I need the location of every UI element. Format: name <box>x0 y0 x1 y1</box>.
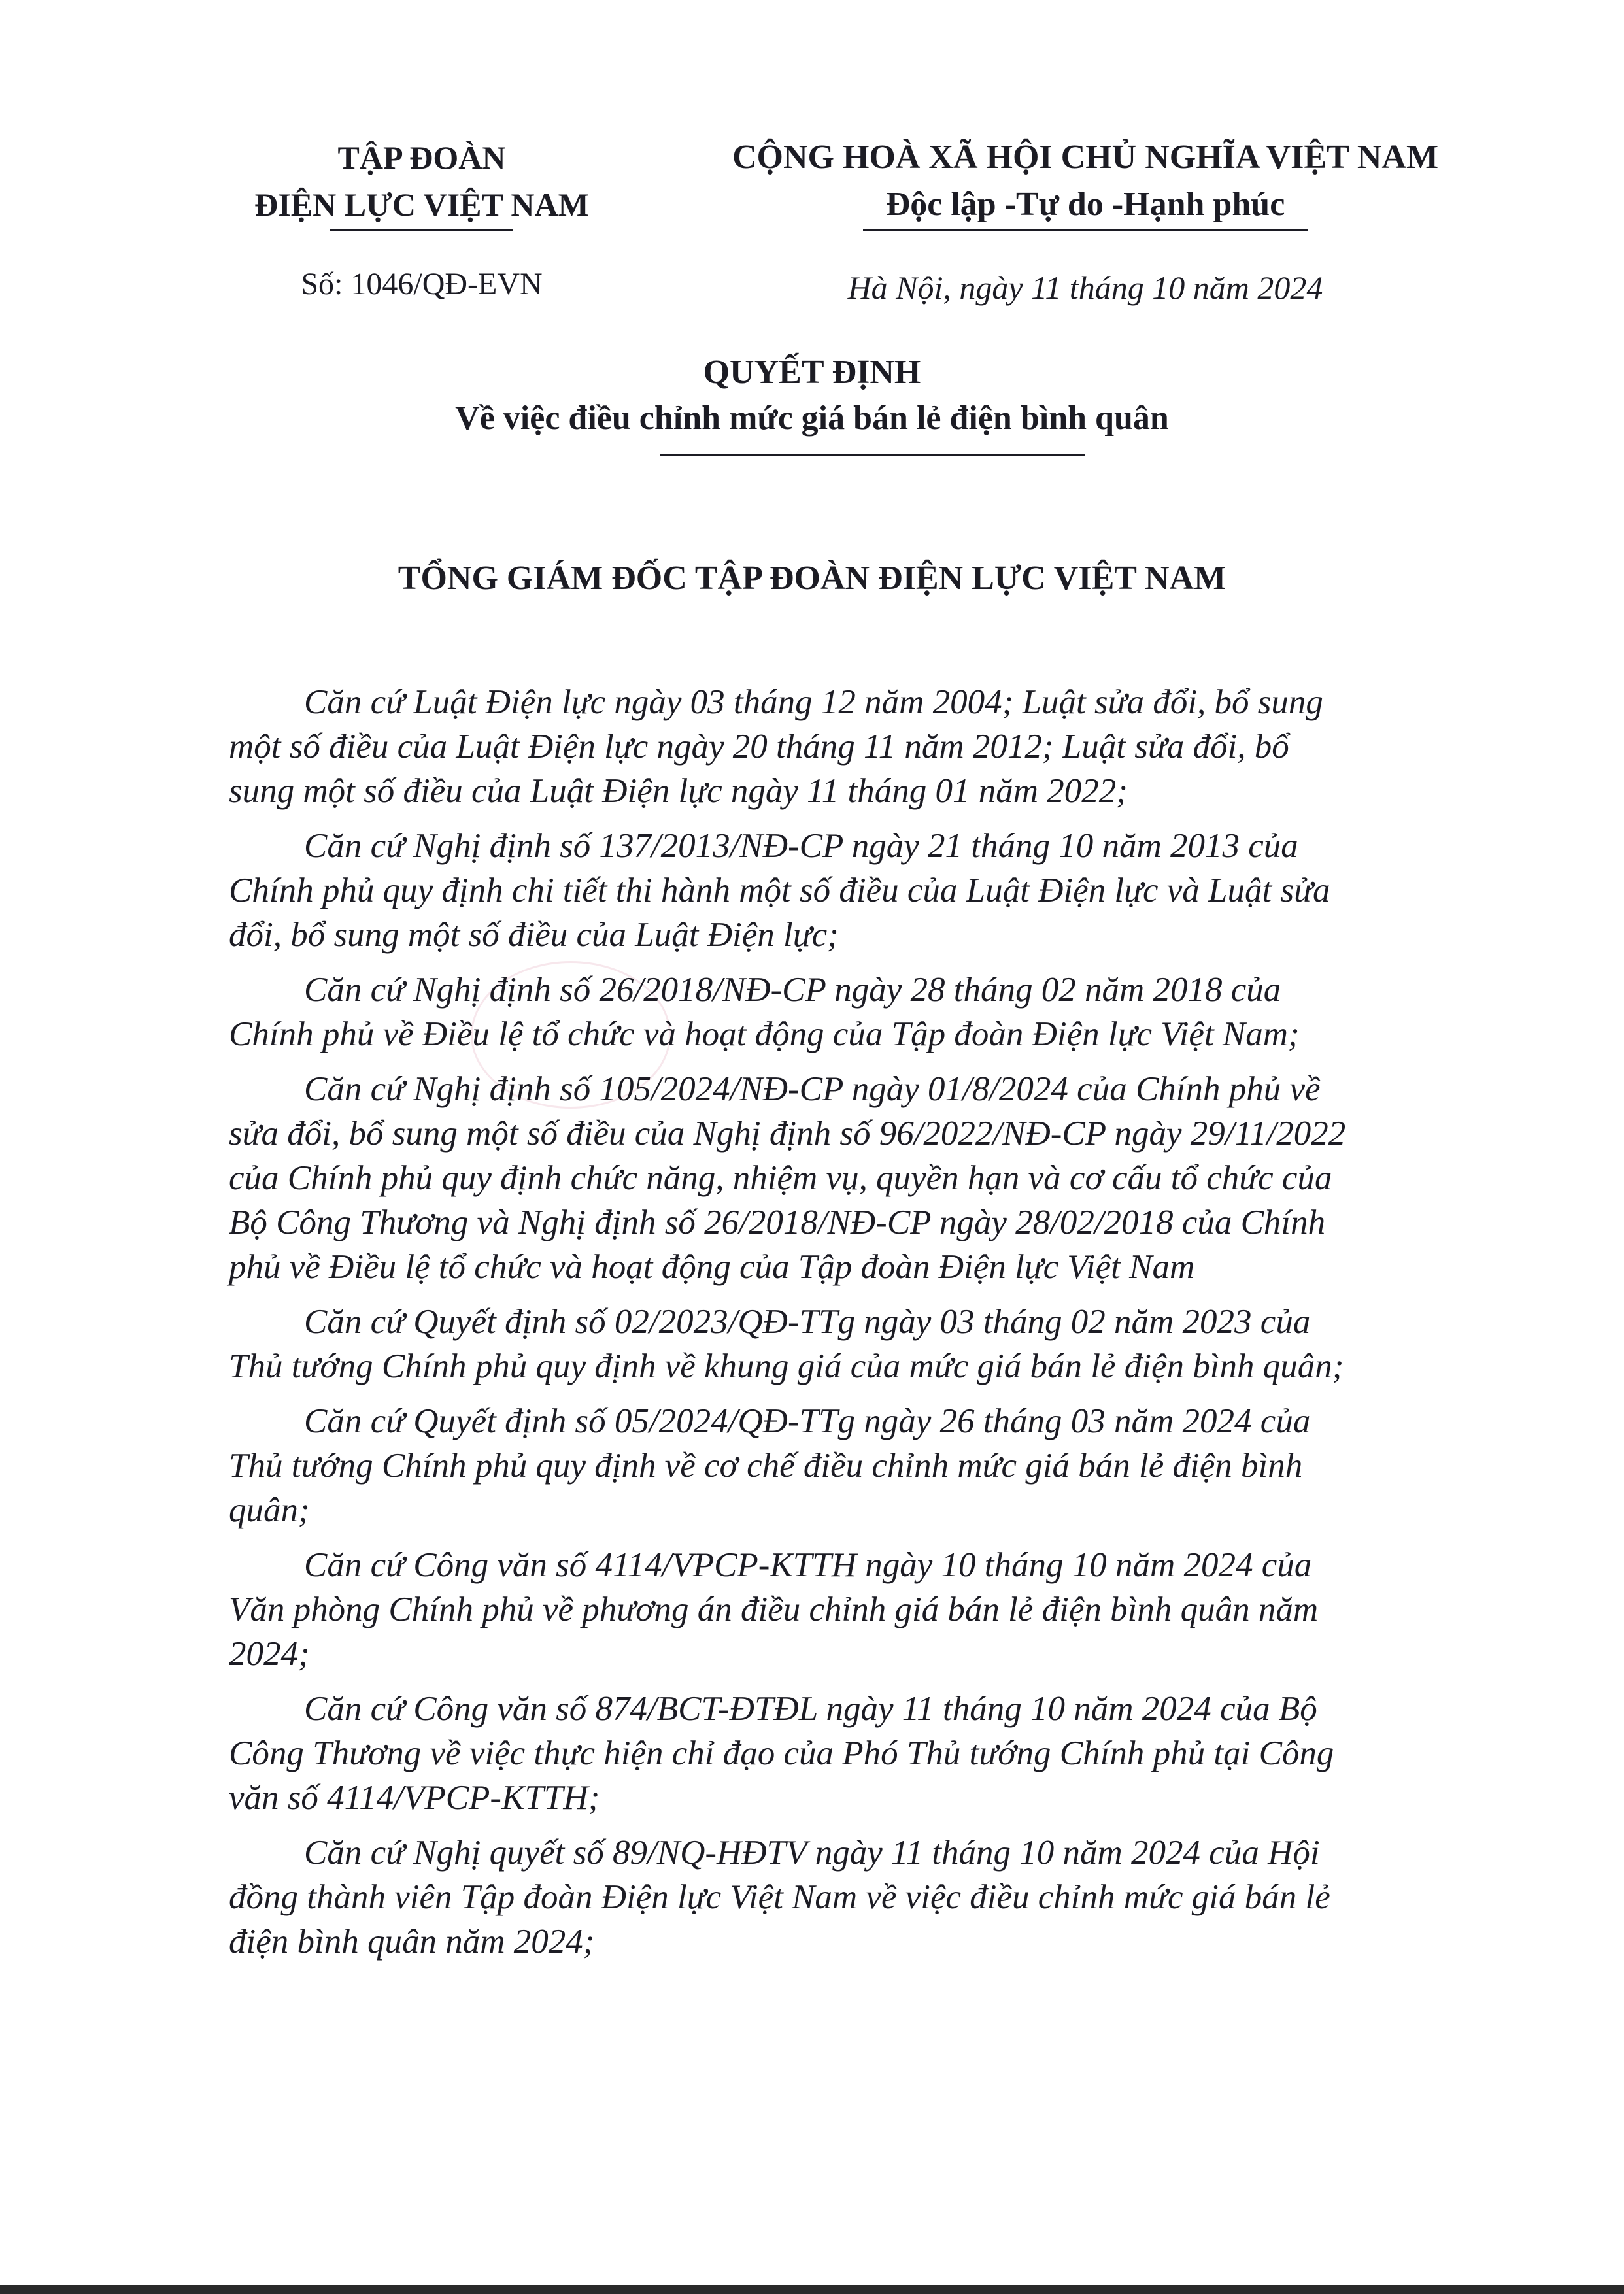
paragraph-line: 2024; <box>229 1635 310 1673</box>
paragraph-line: Thủ tướng Chính phủ quy định về khung giá của mức giá bán lẻ điện bình quân; <box>229 1347 1344 1385</box>
issuing-organization <box>216 134 628 228</box>
legal-basis-paragraph <box>229 1300 1458 1389</box>
paragraph-line: Chính phủ quy định chi tiết thi hành một số điều của Luật Điện lực và Luật sửa <box>229 871 1330 909</box>
paragraph-line: Căn cứ Nghị định số 105/2024/NĐ-CP ngày 01/8/2024 của Chính phủ về <box>304 1070 1321 1108</box>
title-line-1: QUYẾT ĐỊNH <box>703 354 921 391</box>
motto-underline <box>863 229 1308 231</box>
paragraph-line: của Chính phủ quy định chức năng, nhiệm vụ, quyền hạn và cơ cấu tổ chức của <box>229 1159 1332 1197</box>
document-number: Số: 1046/QĐ-EVN <box>301 267 543 301</box>
document-title <box>105 350 1519 441</box>
paragraph-line: Căn cứ Luật Điện lực ngày 03 tháng 12 năm 2004; Luật sửa đổi, bổ sung <box>304 683 1323 721</box>
paragraph-line: Căn cứ Quyết định số 05/2024/QĐ-TTg ngày 26 tháng 03 năm 2024 của <box>304 1402 1311 1440</box>
paragraph-line: văn số 4114/VPCP-KTTH; <box>229 1779 600 1817</box>
org-name-line-1: TẬP ĐOÀN <box>337 139 506 176</box>
legal-basis-paragraph <box>229 1399 1458 1532</box>
legal-basis-paragraph <box>229 1830 1458 1964</box>
paragraph-line: quân; <box>229 1491 310 1529</box>
legal-basis-paragraph <box>229 1067 1458 1289</box>
legal-basis-paragraph <box>229 968 1458 1056</box>
org-name-line-2: ĐIỆN LỰC VIỆT NAM <box>254 186 589 223</box>
legal-basis-paragraph <box>229 1543 1458 1676</box>
scan-bottom-edge <box>0 2285 1624 2294</box>
paragraph-line: đồng thành viên Tập đoàn Điện lực Việt Nam về việc điều chỉnh mức giá bán lẻ <box>229 1878 1330 1916</box>
legal-basis-paragraph <box>229 824 1458 957</box>
paragraph-line: Thủ tướng Chính phủ quy định về cơ chế điều chỉnh mức giá bán lẻ điện bình <box>229 1447 1303 1485</box>
paragraph-line: Căn cứ Nghị quyết số 89/NQ-HĐTV ngày 11 tháng 10 năm 2024 của Hội <box>304 1834 1320 1872</box>
paragraph-line: sửa đổi, bổ sung một số điều của Nghị định số 96/2022/NĐ-CP ngày 29/11/2022 <box>229 1115 1346 1153</box>
paragraph-line: đổi, bổ sung một số điều của Luật Điện lực; <box>229 916 839 954</box>
title-underline <box>660 454 1085 456</box>
national-motto <box>693 134 1478 228</box>
legal-basis-paragraph <box>229 680 1458 813</box>
paragraph-line: một số điều của Luật Điện lực ngày 20 tháng 11 năm 2012; Luật sửa đổi, bổ <box>229 728 1289 766</box>
country-name: CỘNG HOÀ XÃ HỘI CHỦ NGHĨA VIỆT NAM <box>732 139 1439 176</box>
paragraph-line: phủ về Điều lệ tổ chức và hoạt động của Tập đoàn Điện lực Việt Nam <box>229 1248 1195 1286</box>
paragraph-line: Căn cứ Công văn số 874/BCT-ĐTĐL ngày 11 tháng 10 năm 2024 của Bộ <box>304 1690 1317 1728</box>
paragraph-line: Căn cứ Nghị định số 137/2013/NĐ-CP ngày 21 tháng 10 năm 2013 của <box>304 827 1298 865</box>
paragraph-line: Văn phòng Chính phủ về phương án điều chỉnh giá bán lẻ điện bình quân năm <box>229 1591 1319 1628</box>
paragraph-line: Chính phủ về Điều lệ tổ chức và hoạt động của Tập đoàn Điện lực Việt Nam; <box>229 1015 1300 1053</box>
paragraph-line: Công Thương về việc thực hiện chỉ đạo của Phó Thủ tướng Chính phủ tại Công <box>229 1734 1334 1772</box>
paragraph-line: sung một số điều của Luật Điện lực ngày 11 tháng 01 năm 2022; <box>229 772 1128 810</box>
paragraph-line: Bộ Công Thương và Nghị định số 26/2018/NĐ-CP ngày 28/02/2018 của Chính <box>229 1204 1326 1241</box>
title-line-2: Về việc điều chỉnh mức giá bán lẻ điện bình quân <box>455 399 1169 437</box>
paragraph-line: Căn cứ Công văn số 4114/VPCP-KTTH ngày 10 tháng 10 năm 2024 của <box>304 1546 1312 1584</box>
org-underline <box>330 229 513 231</box>
document-date: Hà Nội, ngày 11 tháng 10 năm 2024 <box>847 269 1323 306</box>
paragraph-line: Căn cứ Quyết định số 02/2023/QĐ-TTg ngày 03 tháng 02 năm 2023 của <box>304 1303 1311 1341</box>
legal-basis-paragraph <box>229 1687 1458 1820</box>
paragraph-line: điện bình quân năm 2024; <box>229 1923 595 1961</box>
paragraph-line: Căn cứ Nghị định số 26/2018/NĐ-CP ngày 28 tháng 02 năm 2018 của <box>304 971 1281 1009</box>
issuing-authority: TỔNG GIÁM ĐỐC TẬP ĐOÀN ĐIỆN LỰC VIỆT NAM <box>398 560 1226 597</box>
motto: Độc lập -Tự do -Hạnh phúc <box>885 186 1285 223</box>
legal-basis-list <box>229 680 1458 1974</box>
